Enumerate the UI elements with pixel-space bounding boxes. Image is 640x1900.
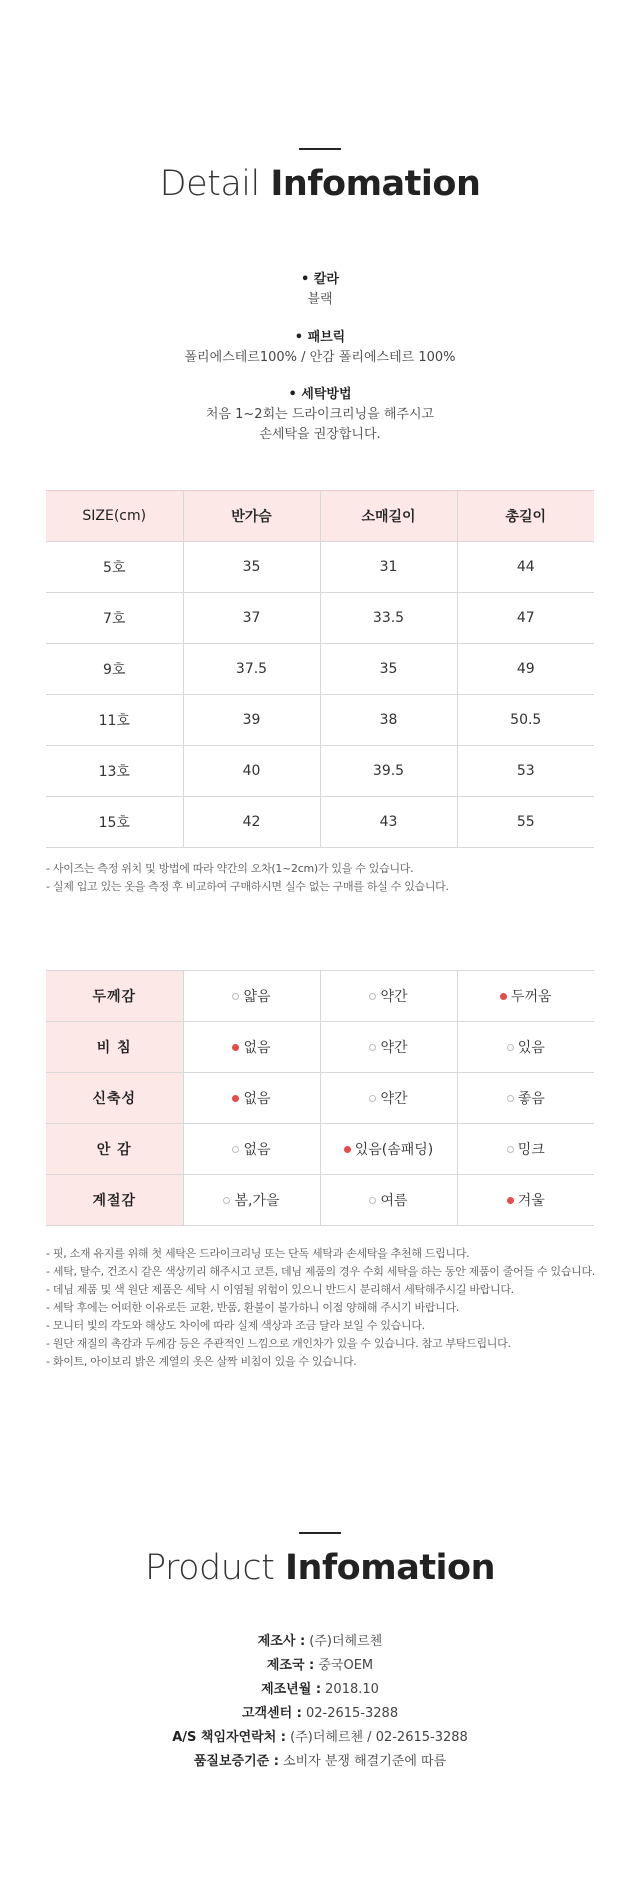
table-cell: 37.5 — [183, 644, 320, 695]
radio-dot-icon — [369, 1095, 376, 1102]
table-cell: 38 — [320, 695, 457, 746]
feel-option — [320, 1073, 457, 1124]
table-cell: 37 — [183, 593, 320, 644]
info-value: 손세탁을 권장합니다. — [259, 427, 381, 442]
radio-dot-icon — [232, 1095, 239, 1102]
table-cell: 42 — [183, 797, 320, 848]
radio-dot-icon — [507, 1044, 514, 1051]
care-notes — [46, 1245, 606, 1371]
info-washing — [0, 385, 640, 445]
product-info-line — [0, 1630, 640, 1654]
info-key: 품질보증기준 : — [193, 1754, 279, 1769]
info-key: 제조국 : — [266, 1658, 315, 1673]
feel-row — [46, 1073, 594, 1124]
radio-dot-icon — [232, 993, 239, 1000]
feel-row — [46, 971, 594, 1022]
note-line: - 핏, 소재 유지를 위해 첫 세탁은 드라이크리닝 또는 단독 세탁과 손세탁을 추천해 드립니다. — [46, 1247, 470, 1260]
header-cell: 소매길이 — [320, 491, 457, 542]
header-cell: 반가슴 — [183, 491, 320, 542]
feel-label: 두께감 — [46, 971, 183, 1022]
radio-dot-icon — [500, 993, 507, 1000]
feel-table — [46, 970, 594, 1226]
note-line: - 실제 입고 있는 옷을 측정 후 비교하여 구매하시면 실수 없는 구매를 하실 수 있습니다. — [46, 880, 449, 893]
feel-label: 비 침 — [46, 1022, 183, 1073]
feel-label: 신축성 — [46, 1073, 183, 1124]
feel-option — [183, 971, 320, 1022]
note-line: - 세탁, 탈수, 건조시 같은 색상끼리 해주시고 코튼, 데님 제품의 경우 수회 세탁을 하는 동안 제품이 줄어들 수 있습니다. — [46, 1265, 595, 1278]
product-info-line — [0, 1702, 640, 1726]
table-cell: 39 — [183, 695, 320, 746]
table-cell: 50.5 — [457, 695, 594, 746]
table-cell: 40 — [183, 746, 320, 797]
option-text: 얇음 — [243, 989, 271, 1005]
option-text: 좋음 — [517, 1091, 545, 1107]
option-text: 없음 — [243, 1091, 271, 1107]
size-table-header — [46, 491, 594, 542]
feel-row — [46, 1124, 594, 1175]
feel-option — [457, 1073, 594, 1124]
table-row — [46, 644, 594, 695]
radio-dot-icon — [369, 1044, 376, 1051]
size-notes — [46, 860, 606, 896]
radio-dot-icon — [232, 1044, 239, 1051]
feel-option — [183, 1073, 320, 1124]
header-cell: 총길이 — [457, 491, 594, 542]
detail-title — [0, 148, 640, 204]
table-row — [46, 797, 594, 848]
table-cell: 53 — [457, 746, 594, 797]
option-text: 여름 — [380, 1193, 408, 1209]
note-line: - 원단 재질의 촉감과 두께감 등은 주관적인 느낌으로 개인차가 있을 수 있습니다. 참고 부탁드립니다. — [46, 1337, 511, 1350]
feel-option — [320, 1124, 457, 1175]
product-info-line — [0, 1678, 640, 1702]
option-text: 약간 — [380, 989, 408, 1005]
feel-option — [183, 1175, 320, 1226]
product-info-line — [0, 1726, 640, 1750]
radio-dot-icon — [369, 993, 376, 1000]
table-cell: 31 — [320, 542, 457, 593]
feel-option — [457, 1175, 594, 1226]
note-line: - 모니터 빛의 각도와 해상도 차이에 따라 실제 색상과 조금 달라 보일 수 있습니다. — [46, 1319, 425, 1332]
table-cell: 55 — [457, 797, 594, 848]
feel-option — [457, 971, 594, 1022]
table-cell: 35 — [183, 542, 320, 593]
radio-dot-icon — [223, 1197, 230, 1204]
header-cell: SIZE(cm) — [46, 491, 183, 542]
feel-row — [46, 1175, 594, 1226]
info-key: 제조사 : — [257, 1634, 306, 1649]
table-row — [46, 593, 594, 644]
info-value: 중국OEM — [314, 1658, 374, 1673]
option-text: 봄,가을 — [234, 1193, 280, 1209]
table-cell: 11호 — [46, 695, 183, 746]
table-cell: 9호 — [46, 644, 183, 695]
info-value: (주)더헤르첸 / 02-2615-3288 — [285, 1730, 468, 1745]
note-line: - 화이트, 아이보리 밝은 계열의 옷은 살짝 비침이 있을 수 있습니다. — [46, 1355, 357, 1368]
radio-dot-icon — [507, 1095, 514, 1102]
table-cell: 7호 — [46, 593, 183, 644]
size-table — [46, 490, 594, 848]
option-text: 약간 — [380, 1091, 408, 1107]
table-row — [46, 695, 594, 746]
info-key: 고객센터 : — [241, 1706, 302, 1721]
product-title-light: Product — [144, 1548, 275, 1588]
product-info-line — [0, 1654, 640, 1678]
option-text: 두꺼움 — [510, 989, 552, 1005]
title-divider — [299, 1532, 341, 1534]
radio-dot-icon — [232, 1146, 239, 1153]
option-text: 없음 — [243, 1040, 271, 1056]
product-info — [0, 1630, 640, 1774]
info-value: 소비자 분쟁 해결기준에 따름 — [278, 1754, 447, 1769]
table-cell: 5호 — [46, 542, 183, 593]
feel-option — [320, 971, 457, 1022]
option-text: 겨울 — [517, 1193, 545, 1209]
feel-option — [457, 1022, 594, 1073]
option-text: 약간 — [380, 1040, 408, 1056]
info-value: 2018.10 — [321, 1682, 379, 1697]
info-value: 블랙 — [307, 292, 333, 307]
info-value: 처음 1~2회는 드라이크리닝을 해주시고 — [205, 407, 435, 422]
radio-dot-icon — [507, 1146, 514, 1153]
feel-option — [320, 1175, 457, 1226]
info-heading: • 세탁방법 — [288, 387, 352, 402]
table-cell: 43 — [320, 797, 457, 848]
detail-title-light: Detail — [159, 164, 260, 204]
info-value: (주)더헤르첸 — [305, 1634, 383, 1649]
info-key: 제조년월 : — [261, 1682, 322, 1697]
info-value: 02-2615-3288 — [301, 1706, 399, 1721]
table-cell: 44 — [457, 542, 594, 593]
table-cell: 49 — [457, 644, 594, 695]
feel-label: 계절감 — [46, 1175, 183, 1226]
feel-row — [46, 1022, 594, 1073]
option-text: 있음 — [517, 1040, 545, 1056]
feel-option — [183, 1022, 320, 1073]
product-title — [0, 1532, 640, 1588]
feel-label: 안 감 — [46, 1124, 183, 1175]
table-cell: 35 — [320, 644, 457, 695]
info-color — [0, 270, 640, 310]
title-divider — [299, 148, 341, 150]
table-cell: 15호 — [46, 797, 183, 848]
table-cell: 39.5 — [320, 746, 457, 797]
radio-dot-icon — [344, 1146, 351, 1153]
option-text: 있음(솜패딩) — [354, 1142, 434, 1158]
radio-dot-icon — [507, 1197, 514, 1204]
feel-option — [183, 1124, 320, 1175]
note-line: - 세탁 후에는 어떠한 이유로든 교환, 반품, 환불이 불가하니 이점 양해해 주시기 바랍니다. — [46, 1301, 460, 1314]
table-cell: 33.5 — [320, 593, 457, 644]
info-heading: • 패브릭 — [294, 330, 346, 345]
table-cell: 13호 — [46, 746, 183, 797]
radio-dot-icon — [369, 1197, 376, 1204]
info-heading: • 칼라 — [301, 272, 339, 287]
product-title-bold: Infomation — [285, 1548, 496, 1588]
table-row — [46, 746, 594, 797]
feel-option — [457, 1124, 594, 1175]
option-text: 없음 — [243, 1142, 271, 1158]
product-info-line — [0, 1750, 640, 1774]
table-cell: 47 — [457, 593, 594, 644]
feel-option — [320, 1022, 457, 1073]
info-key: A/S 책임자연락처 : — [172, 1730, 286, 1745]
option-text: 밍크 — [517, 1142, 545, 1158]
note-line: - 사이즈는 측정 위치 및 방법에 따라 약간의 오차(1~2cm)가 있을 수 있습니다. — [46, 862, 414, 875]
info-value: 폴리에스테르100% / 안감 폴리에스테르 100% — [184, 350, 456, 365]
note-line: - 데님 제품 및 색 원단 제품은 세탁 시 이염될 위험이 있으니 반드시 분리해서 세탁해주시길 바랍니다. — [46, 1283, 514, 1296]
table-row — [46, 542, 594, 593]
detail-title-bold: Infomation — [270, 164, 481, 204]
info-fabric — [0, 328, 640, 368]
